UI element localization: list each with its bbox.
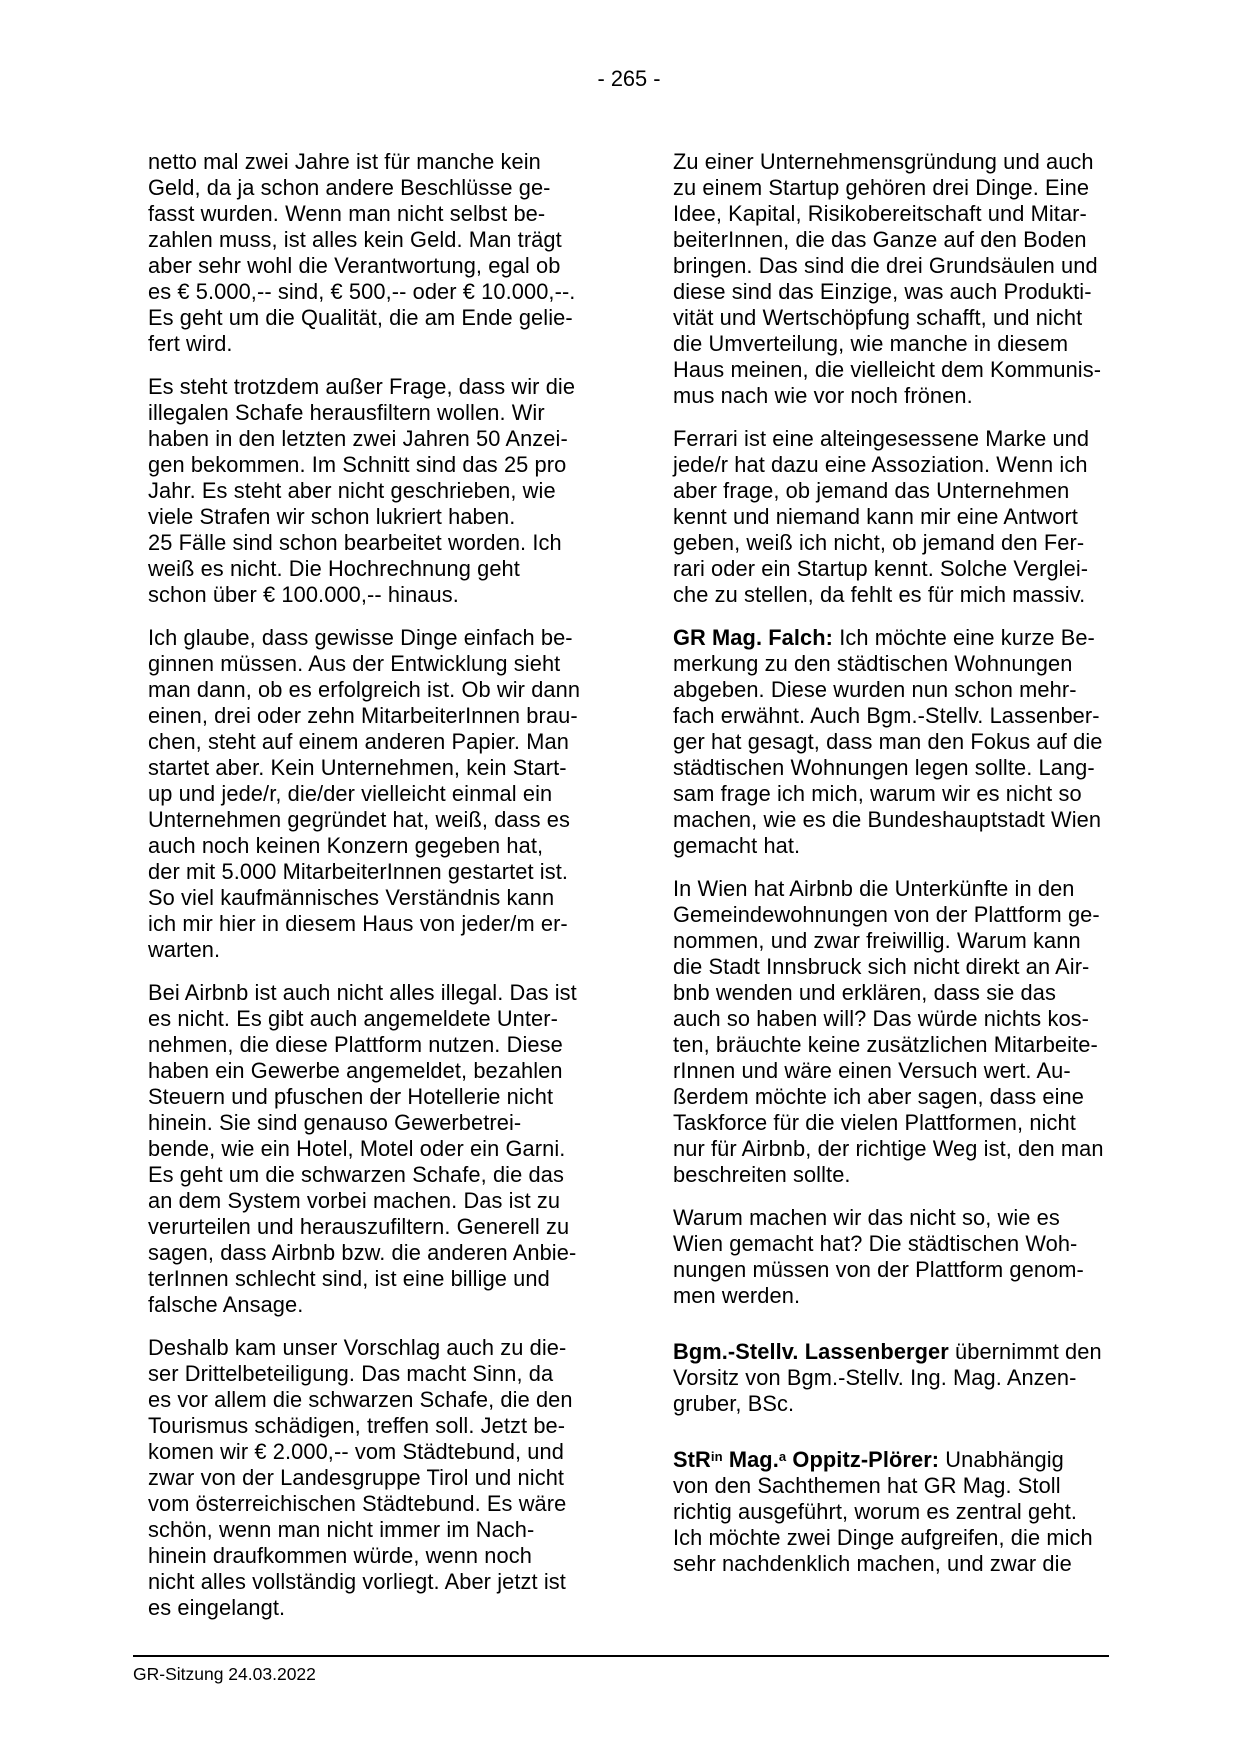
right-column bbox=[673, 149, 1143, 1594]
text-segment: gen bekommen. Im Schnitt sind das 25 pro bbox=[148, 452, 567, 477]
text-segment: abgeben. Diese wurden nun schon mehr- bbox=[673, 677, 1077, 702]
text-line bbox=[148, 1361, 618, 1387]
text-line bbox=[148, 703, 618, 729]
text-segment: Warum machen wir das nicht so, wie es bbox=[673, 1205, 1060, 1230]
text-segment: fert wird. bbox=[148, 331, 233, 356]
speaker-name-segment: a bbox=[778, 1449, 787, 1465]
text-line bbox=[148, 625, 618, 651]
text-segment: terInnen schlecht sind, ist eine billige und bbox=[148, 1266, 550, 1291]
text-segment: warten. bbox=[148, 937, 221, 962]
text-segment: auch noch keinen Konzern gegeben hat, bbox=[148, 833, 544, 858]
text-segment: städtischen Wohnungen legen sollte. Lang- bbox=[673, 755, 1095, 780]
text-line bbox=[148, 1292, 618, 1318]
text-segment: die Stadt Innsbruck sich nicht direkt an Air- bbox=[673, 954, 1090, 979]
text-segment: ten, bräuchte keine zusätzlichen Mitarbeite- bbox=[673, 1032, 1098, 1057]
text-segment: zahlen muss, ist alles kein Geld. Man trägt bbox=[148, 227, 562, 252]
speaker-name-segment: in bbox=[710, 1449, 723, 1465]
speaker-name-segment: Bgm.-Stellv. Lassenberger bbox=[673, 1339, 949, 1364]
text-segment: es eingelangt. bbox=[148, 1595, 286, 1620]
text-line bbox=[148, 1569, 618, 1595]
text-segment: gruber, BSc. bbox=[673, 1391, 795, 1416]
text-segment: Unabhängig bbox=[939, 1447, 1064, 1472]
text-segment: zu einem Startup gehören drei Dinge. Eine bbox=[673, 175, 1090, 200]
text-segment: aber frage, ob jemand das Unternehmen bbox=[673, 478, 1070, 503]
text-line bbox=[148, 253, 618, 279]
text-segment: jede/r hat dazu eine Assoziation. Wenn ich bbox=[673, 452, 1088, 477]
text-line bbox=[673, 1032, 1143, 1058]
text-segment: hinein draufkommen würde, wenn noch bbox=[148, 1543, 532, 1568]
text-segment: Es geht um die schwarzen Schafe, die das bbox=[148, 1162, 564, 1187]
text-line bbox=[148, 1413, 618, 1439]
text-line bbox=[148, 1595, 618, 1621]
text-line bbox=[148, 677, 618, 703]
text-line bbox=[148, 755, 618, 781]
text-line bbox=[673, 504, 1143, 530]
text-segment: schön, wenn man nicht immer im Nach- bbox=[148, 1517, 535, 1542]
text-line bbox=[673, 651, 1143, 677]
text-segment: nicht alles vollständig vorliegt. Aber jetzt ist bbox=[148, 1569, 566, 1594]
text-line bbox=[673, 954, 1143, 980]
text-line bbox=[673, 530, 1143, 556]
paragraph bbox=[148, 980, 618, 1318]
text-line bbox=[148, 1084, 618, 1110]
text-line bbox=[148, 1387, 618, 1413]
text-segment: ich mir hier in diesem Haus von jeder/m er- bbox=[148, 911, 568, 936]
text-line bbox=[673, 201, 1143, 227]
paragraph bbox=[148, 625, 618, 963]
text-line bbox=[673, 357, 1143, 383]
text-segment: Ich möchte eine kurze Be- bbox=[833, 625, 1095, 650]
text-line bbox=[673, 1551, 1143, 1577]
text-segment: Steuern und pfuschen der Hotellerie nicht bbox=[148, 1084, 554, 1109]
text-line bbox=[148, 1465, 618, 1491]
text-line bbox=[148, 1110, 618, 1136]
text-line bbox=[673, 175, 1143, 201]
text-segment: der mit 5.000 MitarbeiterInnen gestartet ist. bbox=[148, 859, 569, 884]
text-segment: weiß es nicht. Die Hochrechnung geht bbox=[148, 556, 520, 581]
paragraph bbox=[148, 374, 618, 608]
text-line bbox=[673, 1257, 1143, 1283]
text-line bbox=[673, 876, 1143, 902]
text-segment: diese sind das Einzige, was auch Produkti- bbox=[673, 279, 1092, 304]
text-line bbox=[673, 1473, 1143, 1499]
text-segment: Haus meinen, die vielleicht dem Kommunis- bbox=[673, 357, 1102, 382]
paragraph bbox=[673, 1447, 1143, 1577]
text-segment: Ich glaube, dass gewisse Dinge einfach be- bbox=[148, 625, 573, 650]
text-line bbox=[148, 781, 618, 807]
text-segment: nehmen, die diese Plattform nutzen. Diese bbox=[148, 1032, 563, 1057]
text-segment: up und jede/r, die/der vielleicht einmal ein bbox=[148, 781, 553, 806]
text-segment: hinein. Sie sind genauso Gewerbetrei- bbox=[148, 1110, 522, 1135]
speaker-name-segment: Mag. bbox=[722, 1447, 779, 1472]
text-segment: Es steht trotzdem außer Frage, dass wir die bbox=[148, 374, 576, 399]
text-line bbox=[148, 885, 618, 911]
text-segment: nommen, und zwar freiwillig. Warum kann bbox=[673, 928, 1081, 953]
text-segment: übernimmt den bbox=[948, 1339, 1102, 1364]
paragraph bbox=[673, 1339, 1143, 1417]
text-line bbox=[148, 201, 618, 227]
text-segment: an dem System vorbei machen. Das ist zu bbox=[148, 1188, 561, 1213]
text-segment: startet aber. Kein Unternehmen, kein Start- bbox=[148, 755, 567, 780]
text-line bbox=[673, 980, 1143, 1006]
text-segment: Idee, Kapital, Risikobereitschaft und Mitar- bbox=[673, 201, 1087, 226]
text-segment: ginnen müssen. Aus der Entwicklung sieht bbox=[148, 651, 561, 676]
text-line bbox=[148, 859, 618, 885]
text-segment: Gemeindewohnungen von der Plattform ge- bbox=[673, 902, 1100, 927]
text-line bbox=[148, 980, 618, 1006]
paragraph bbox=[148, 1335, 618, 1621]
text-line bbox=[673, 1283, 1143, 1309]
text-segment: komen wir € 2.000,-- vom Städtebund, und bbox=[148, 1439, 564, 1464]
text-segment: mus nach wie vor noch frönen. bbox=[673, 383, 973, 408]
text-segment: machen, wie es die Bundeshauptstadt Wien bbox=[673, 807, 1102, 832]
text-segment: Vorsitz von Bgm.-Stellv. Ing. Mag. Anzen- bbox=[673, 1365, 1077, 1390]
text-segment: rari oder ein Startup kennt. Solche Verglei- bbox=[673, 556, 1089, 581]
text-segment: Bei Airbnb ist auch nicht alles illegal. Das ist bbox=[148, 980, 577, 1005]
text-line bbox=[148, 504, 618, 530]
text-line bbox=[673, 452, 1143, 478]
text-line bbox=[673, 478, 1143, 504]
text-line bbox=[673, 383, 1143, 409]
text-segment: falsche Ansage. bbox=[148, 1292, 304, 1317]
text-line bbox=[148, 452, 618, 478]
text-segment: ger hat gesagt, dass man den Fokus auf die bbox=[673, 729, 1103, 754]
paragraph bbox=[673, 1205, 1143, 1309]
text-line bbox=[673, 1499, 1143, 1525]
text-line bbox=[148, 1439, 618, 1465]
text-segment: aber sehr wohl die Verantwortung, egal ob bbox=[148, 253, 561, 278]
text-segment: es € 5.000,-- sind, € 500,-- oder € 10.000,--. bbox=[148, 279, 576, 304]
text-line bbox=[673, 1058, 1143, 1084]
text-segment: netto mal zwei Jahre ist für manche kein bbox=[148, 149, 541, 174]
text-line bbox=[673, 1391, 1143, 1417]
text-line bbox=[148, 833, 618, 859]
text-line bbox=[148, 651, 618, 677]
text-line bbox=[673, 1162, 1143, 1188]
text-line bbox=[148, 1136, 618, 1162]
text-segment: So viel kaufmännisches Verständnis kann bbox=[148, 885, 555, 910]
text-line bbox=[673, 729, 1143, 755]
text-segment: viele Strafen wir schon lukriert haben. bbox=[148, 504, 516, 529]
text-segment: Jahr. Es steht aber nicht geschrieben, wie bbox=[148, 478, 556, 503]
text-line bbox=[148, 1266, 618, 1292]
text-line bbox=[148, 331, 618, 357]
text-segment: Ferrari ist eine alteingesessene Marke und bbox=[673, 426, 1090, 451]
text-segment: richtig ausgeführt, worum es zentral geht. bbox=[673, 1499, 1078, 1524]
speaker-name-segment: GR Mag. Falch: bbox=[673, 625, 834, 650]
text-segment: haben ein Gewerbe angemeldet, bezahlen bbox=[148, 1058, 563, 1083]
text-line bbox=[673, 703, 1143, 729]
text-line bbox=[148, 426, 618, 452]
text-line bbox=[673, 556, 1143, 582]
text-segment: beiterInnen, die das Ganze auf den Boden bbox=[673, 227, 1087, 252]
text-segment: einen, drei oder zehn MitarbeiterInnen brau- bbox=[148, 703, 578, 728]
text-line bbox=[673, 1231, 1143, 1257]
text-line bbox=[148, 1240, 618, 1266]
text-line bbox=[148, 374, 618, 400]
text-line bbox=[673, 1339, 1143, 1365]
text-line bbox=[148, 149, 618, 175]
text-line bbox=[148, 1517, 618, 1543]
footer-session-label: GR-Sitzung 24.03.2022 bbox=[133, 1664, 316, 1684]
text-segment: Taskforce für die vielen Plattformen, nicht bbox=[673, 1110, 1076, 1135]
text-segment: Wien gemacht hat? Die städtischen Woh- bbox=[673, 1231, 1078, 1256]
text-segment: fach erwähnt. Auch Bgm.-Stellv. Lassenber- bbox=[673, 703, 1100, 728]
text-line bbox=[148, 1188, 618, 1214]
text-segment: rInnen und wäre einen Versuch wert. Au- bbox=[673, 1058, 1071, 1083]
paragraph bbox=[148, 149, 618, 357]
text-line bbox=[148, 729, 618, 755]
text-line bbox=[148, 400, 618, 426]
speaker-name-segment: StR bbox=[673, 1447, 711, 1472]
text-line bbox=[673, 253, 1143, 279]
text-line bbox=[673, 227, 1143, 253]
text-segment: kennt und niemand kann mir eine Antwort bbox=[673, 504, 1078, 529]
text-line bbox=[673, 902, 1143, 928]
text-line bbox=[673, 1205, 1143, 1231]
text-segment: bnb wenden und erklären, dass sie das bbox=[673, 980, 1056, 1005]
text-segment: illegalen Schafe herausfiltern wollen. Wir bbox=[148, 400, 545, 425]
text-segment: haben in den letzten zwei Jahren 50 Anzei- bbox=[148, 426, 568, 451]
text-segment: Es geht um die Qualität, die am Ende gelie- bbox=[148, 305, 573, 330]
text-line bbox=[148, 1335, 618, 1361]
text-segment: In Wien hat Airbnb die Unterkünfte in den bbox=[673, 876, 1075, 901]
text-segment: von den Sachthemen hat GR Mag. Stoll bbox=[673, 1473, 1061, 1498]
text-line bbox=[148, 530, 618, 556]
text-line bbox=[148, 937, 618, 963]
text-segment: sehr nachdenklich machen, und zwar die bbox=[673, 1551, 1072, 1576]
page-footer bbox=[133, 1655, 1109, 1685]
text-segment: auch so haben will? Das würde nichts kos- bbox=[673, 1006, 1090, 1031]
text-segment: Unternehmen gegründet hat, weiß, dass es bbox=[148, 807, 571, 832]
text-segment: Geld, da ja schon andere Beschlüsse ge- bbox=[148, 175, 551, 200]
text-line bbox=[148, 1162, 618, 1188]
text-line bbox=[673, 279, 1143, 305]
text-segment: die Umverteilung, wie manche in diesem bbox=[673, 331, 1069, 356]
text-line bbox=[673, 833, 1143, 859]
text-line bbox=[673, 928, 1143, 954]
text-segment: fasst wurden. Wenn man nicht selbst be- bbox=[148, 201, 546, 226]
text-segment: men werden. bbox=[673, 1283, 801, 1308]
text-line bbox=[148, 1032, 618, 1058]
text-segment: bringen. Das sind die drei Grundsäulen und bbox=[673, 253, 1098, 278]
text-segment: es vor allem die schwarzen Schafe, die den bbox=[148, 1387, 573, 1412]
text-line bbox=[673, 1365, 1143, 1391]
text-line bbox=[148, 556, 618, 582]
text-segment: zwar von der Landesgruppe Tirol und nicht bbox=[148, 1465, 565, 1490]
text-line bbox=[148, 305, 618, 331]
text-segment: merkung zu den städtischen Wohnungen bbox=[673, 651, 1073, 676]
text-line bbox=[148, 1491, 618, 1517]
text-line bbox=[148, 175, 618, 201]
text-segment: geben, weiß ich nicht, ob jemand den Fer- bbox=[673, 530, 1085, 555]
text-line bbox=[148, 1543, 618, 1569]
text-segment: verurteilen und herauszufiltern. Generell zu bbox=[148, 1214, 570, 1239]
text-segment: vität und Wertschöpfung schafft, und nicht bbox=[673, 305, 1083, 330]
paragraph bbox=[673, 876, 1143, 1188]
text-line bbox=[673, 1525, 1143, 1551]
text-line bbox=[673, 1447, 1143, 1473]
text-line bbox=[673, 331, 1143, 357]
speaker-name-segment: Oppitz-Plörer: bbox=[786, 1447, 940, 1472]
text-line bbox=[673, 582, 1143, 608]
text-line bbox=[673, 426, 1143, 452]
text-segment: ser Drittelbeteiligung. Das macht Sinn, da bbox=[148, 1361, 554, 1386]
text-segment: che zu stellen, da fehlt es für mich massiv. bbox=[673, 582, 1086, 607]
text-line bbox=[148, 1214, 618, 1240]
text-segment: nungen müssen von der Plattform genom- bbox=[673, 1257, 1084, 1282]
text-segment: vom österreichischen Städtebund. Es wäre bbox=[148, 1491, 567, 1516]
text-segment: Ich möchte zwei Dinge aufgreifen, die mich bbox=[673, 1525, 1093, 1550]
text-segment: es nicht. Es gibt auch angemeldete Unter- bbox=[148, 1006, 558, 1031]
text-segment: bende, wie ein Hotel, Motel oder ein Garni. bbox=[148, 1136, 566, 1161]
text-line bbox=[673, 807, 1143, 833]
text-segment: gemacht hat. bbox=[673, 833, 801, 858]
text-segment: ßerdem möchte ich aber sagen, dass eine bbox=[673, 1084, 1084, 1109]
text-line bbox=[673, 305, 1143, 331]
text-segment: schon über € 100.000,-- hinaus. bbox=[148, 582, 459, 607]
text-line bbox=[148, 1058, 618, 1084]
paragraph bbox=[673, 426, 1143, 608]
text-line bbox=[673, 1136, 1143, 1162]
left-column bbox=[148, 149, 618, 1638]
text-line bbox=[673, 1084, 1143, 1110]
text-line bbox=[673, 781, 1143, 807]
paragraph bbox=[673, 149, 1143, 409]
text-segment: man dann, ob es erfolgreich ist. Ob wir dann bbox=[148, 677, 581, 702]
text-segment: chen, steht auf einem anderen Papier. Man bbox=[148, 729, 569, 754]
text-line bbox=[148, 807, 618, 833]
text-line bbox=[148, 227, 618, 253]
text-segment: sam frage ich mich, warum wir es nicht so bbox=[673, 781, 1082, 806]
text-segment: Zu einer Unternehmensgründung und auch bbox=[673, 149, 1094, 174]
text-line bbox=[673, 755, 1143, 781]
text-line bbox=[673, 1006, 1143, 1032]
text-segment: Tourismus schädigen, treffen soll. Jetzt be- bbox=[148, 1413, 566, 1438]
text-segment: 25 Fälle sind schon bearbeitet worden. Ich bbox=[148, 530, 562, 555]
text-segment: nur für Airbnb, der richtige Weg ist, den man bbox=[673, 1136, 1104, 1161]
paragraph bbox=[673, 625, 1143, 859]
page-number: - 265 - bbox=[597, 66, 661, 91]
text-line bbox=[148, 911, 618, 937]
text-line bbox=[673, 625, 1143, 651]
text-line bbox=[148, 279, 618, 305]
text-line bbox=[148, 582, 618, 608]
text-line bbox=[148, 1006, 618, 1032]
text-line bbox=[673, 1110, 1143, 1136]
text-segment: Deshalb kam unser Vorschlag auch zu die- bbox=[148, 1335, 567, 1360]
text-line bbox=[673, 149, 1143, 175]
text-line bbox=[673, 677, 1143, 703]
text-line bbox=[148, 478, 618, 504]
text-segment: beschreiten sollte. bbox=[673, 1162, 851, 1187]
text-segment: sagen, dass Airbnb bzw. die anderen Anbie- bbox=[148, 1240, 577, 1265]
